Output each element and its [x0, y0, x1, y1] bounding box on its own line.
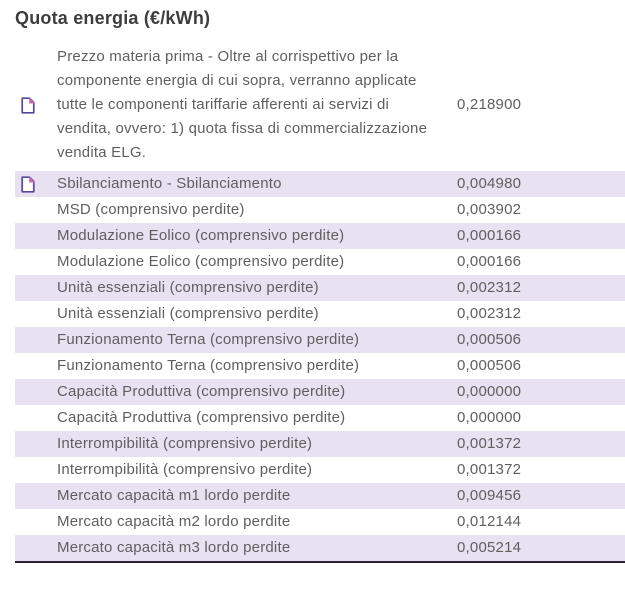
icon-cell	[15, 228, 57, 245]
row-value: 0,002312	[457, 279, 522, 296]
icon-cell	[15, 514, 57, 531]
row-label: Capacità Produttiva (comprensivo perdite)	[57, 383, 346, 400]
row-value: 0,000506	[457, 357, 522, 374]
row-label: Unità essenziali (comprensivo perdite)	[57, 279, 319, 296]
table-row	[15, 223, 625, 249]
row-value: 0,004980	[457, 175, 522, 192]
row-label: MSD (comprensivo perdite)	[57, 201, 245, 218]
icon-cell	[15, 254, 57, 271]
table-row	[15, 249, 625, 275]
row-label: Interrompibilità (comprensivo perdite)	[57, 435, 313, 452]
quota-energia-table	[15, 39, 625, 563]
table-row	[15, 275, 625, 301]
row-value: 0,001372	[457, 461, 522, 478]
table-row	[15, 353, 625, 379]
document-icon[interactable]	[21, 97, 35, 114]
table-row	[15, 405, 625, 431]
table-row	[15, 197, 625, 223]
row-value: 0,003902	[457, 201, 522, 218]
row-value: 0,009456	[457, 487, 522, 504]
row-value: 0,000000	[457, 409, 522, 426]
table-row	[15, 301, 625, 327]
table-row	[15, 483, 625, 509]
table-row	[15, 509, 625, 535]
row-label: Modulazione Eolico (comprensivo perdite)	[57, 227, 345, 244]
icon-cell	[15, 306, 57, 323]
icon-cell	[15, 410, 57, 427]
icon-cell	[15, 97, 57, 114]
icon-cell	[15, 488, 57, 505]
icon-cell	[15, 436, 57, 453]
icon-cell	[15, 332, 57, 349]
row-label: Funzionamento Terna (comprensivo perdite)	[57, 357, 360, 374]
page-title: Quota energia (€/kWh)	[15, 8, 211, 28]
row-value: 0,000166	[457, 253, 522, 270]
row-value: 0,000166	[457, 227, 522, 244]
table-row	[15, 327, 625, 353]
icon-cell	[15, 462, 57, 479]
row-label: Modulazione Eolico (comprensivo perdite)	[57, 253, 345, 270]
icon-cell	[15, 202, 57, 219]
row-label: Funzionamento Terna (comprensivo perdite)	[57, 331, 360, 348]
row-label: Mercato capacità m1 lordo perdite	[57, 487, 291, 504]
table-row	[15, 39, 625, 171]
icon-cell	[15, 540, 57, 557]
row-label: Sbilanciamento - Sbilanciamento	[57, 175, 282, 192]
row-label: Mercato capacità m3 lordo perdite	[57, 539, 291, 556]
row-value: 0,001372	[457, 435, 522, 452]
row-value: 0,218900	[457, 96, 522, 113]
row-value: 0,000506	[457, 331, 522, 348]
icon-cell	[15, 176, 57, 193]
table-row	[15, 171, 625, 197]
row-value: 0,002312	[457, 305, 522, 322]
icon-cell	[15, 280, 57, 297]
row-value: 0,012144	[457, 513, 522, 530]
row-value: 0,005214	[457, 539, 522, 556]
row-label: Prezzo materia prima - Oltre al corrispettivo per la componente energia di cui sopra, verranno applicate tutte le componenti tariffarie afferenti ai servizi di vendita, ovvero: 1) quota fissa di commercializzazione vendita ELG.	[57, 48, 428, 161]
row-label: Capacità Produttiva (comprensivo perdite)	[57, 409, 346, 426]
table-row	[15, 457, 625, 483]
document-icon[interactable]	[21, 176, 35, 193]
row-label: Mercato capacità m2 lordo perdite	[57, 513, 291, 530]
table-row	[15, 535, 625, 561]
table-row	[15, 431, 625, 457]
row-value: 0,000000	[457, 383, 522, 400]
table-row	[15, 379, 625, 405]
row-label: Unità essenziali (comprensivo perdite)	[57, 305, 319, 322]
icon-cell	[15, 358, 57, 375]
row-label: Interrompibilità (comprensivo perdite)	[57, 461, 313, 478]
icon-cell	[15, 384, 57, 401]
